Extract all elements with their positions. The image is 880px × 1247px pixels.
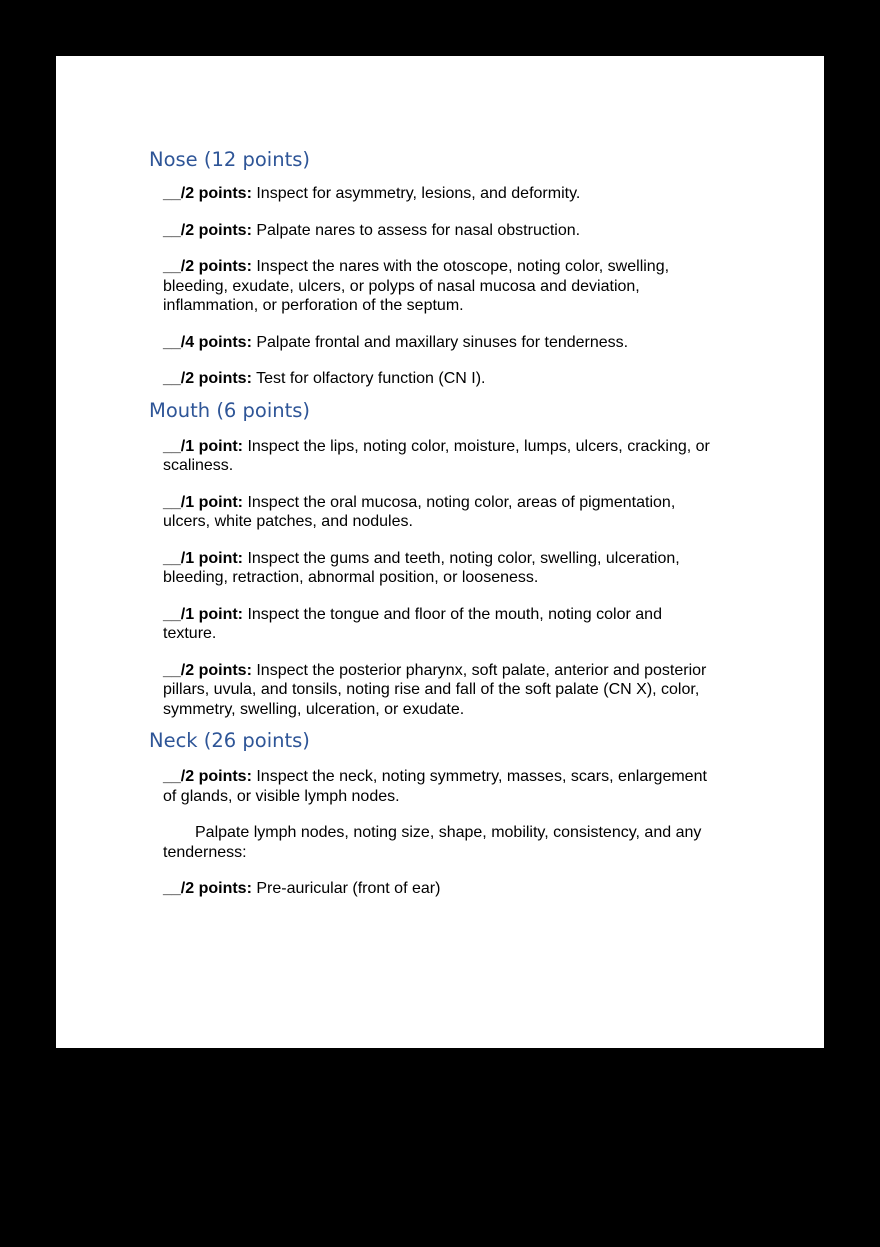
item-text: Inspect the neck, noting symmetry, masses, scars, enlargement of glands, or visible lymph nodes. bbox=[163, 768, 707, 805]
item-text: Inspect the oral mucosa, noting color, areas of pigmentation, ulcers, white patches, and nodules. bbox=[163, 493, 676, 530]
checklist-item bbox=[163, 879, 719, 899]
page-content bbox=[149, 144, 719, 916]
item-text: Palpate frontal and maxillary sinuses for tenderness. bbox=[251, 333, 629, 351]
points-label: __/1 point: bbox=[163, 549, 244, 567]
points-label: __/2 points: bbox=[163, 661, 252, 679]
checklist-item bbox=[163, 493, 719, 532]
item-text: Inspect the lips, noting color, moisture, lumps, ulcers, cracking, or scaliness. bbox=[163, 437, 710, 474]
section-heading-neck: Neck (26 points) bbox=[149, 729, 310, 752]
checklist-item bbox=[163, 437, 719, 476]
checklist-item bbox=[163, 257, 719, 316]
item-text: Inspect the nares with the otoscope, noting color, swelling, bleeding, exudate, ulcers, or polyps of nasal mucosa and deviation, inflammation, or perforation of the septum. bbox=[163, 258, 670, 314]
points-label: __/4 points: bbox=[163, 333, 252, 351]
points-label: __/2 points: bbox=[163, 768, 252, 785]
checklist-item bbox=[163, 221, 719, 241]
section-heading-mouth: Mouth (6 points) bbox=[149, 398, 311, 422]
section-heading-nose: Nose (12 points) bbox=[149, 148, 310, 171]
item-text: Inspect for asymmetry, lesions, and deformity. bbox=[251, 185, 581, 202]
points-label: __/2 points: bbox=[163, 185, 252, 202]
points-label: __/2 points: bbox=[163, 370, 252, 387]
checklist-item bbox=[163, 369, 719, 389]
item-text: Palpate lymph nodes, noting size, shape, mobility, consistency, and any tenderness: bbox=[163, 824, 702, 861]
instruction-paragraph bbox=[163, 823, 719, 862]
document-page bbox=[56, 56, 824, 1048]
item-text: Inspect the gums and teeth, noting color, swelling, ulceration, bleeding, retraction, abnormal position, or looseness. bbox=[163, 549, 680, 586]
points-label: __/2 points: bbox=[163, 221, 252, 239]
checklist-item bbox=[163, 549, 719, 588]
checklist-item bbox=[163, 333, 719, 353]
points-label: __/1 point: bbox=[163, 437, 244, 455]
points-label: __/2 points: bbox=[163, 880, 252, 897]
checklist-item bbox=[163, 661, 719, 720]
points-label: __/1 point: bbox=[163, 493, 244, 511]
checklist-item bbox=[163, 605, 719, 644]
item-text: Inspect the tongue and floor of the mouth, noting color and texture. bbox=[163, 605, 662, 642]
item-text: Palpate nares to assess for nasal obstruction. bbox=[251, 221, 581, 239]
item-text: Inspect the posterior pharynx, soft palate, anterior and posterior pillars, uvula, and tonsils, noting rise and fall of the soft palate (CN X), color, symmetry, swelling, ulceration, or exudate. bbox=[163, 661, 707, 718]
points-label: __/2 points: bbox=[163, 258, 252, 275]
item-text: Test for olfactory function (CN I). bbox=[251, 370, 486, 387]
item-text: Pre-auricular (front of ear) bbox=[251, 880, 441, 897]
checklist-item bbox=[163, 767, 719, 806]
points-label: __/1 point: bbox=[163, 605, 244, 623]
checklist-item bbox=[163, 184, 719, 204]
